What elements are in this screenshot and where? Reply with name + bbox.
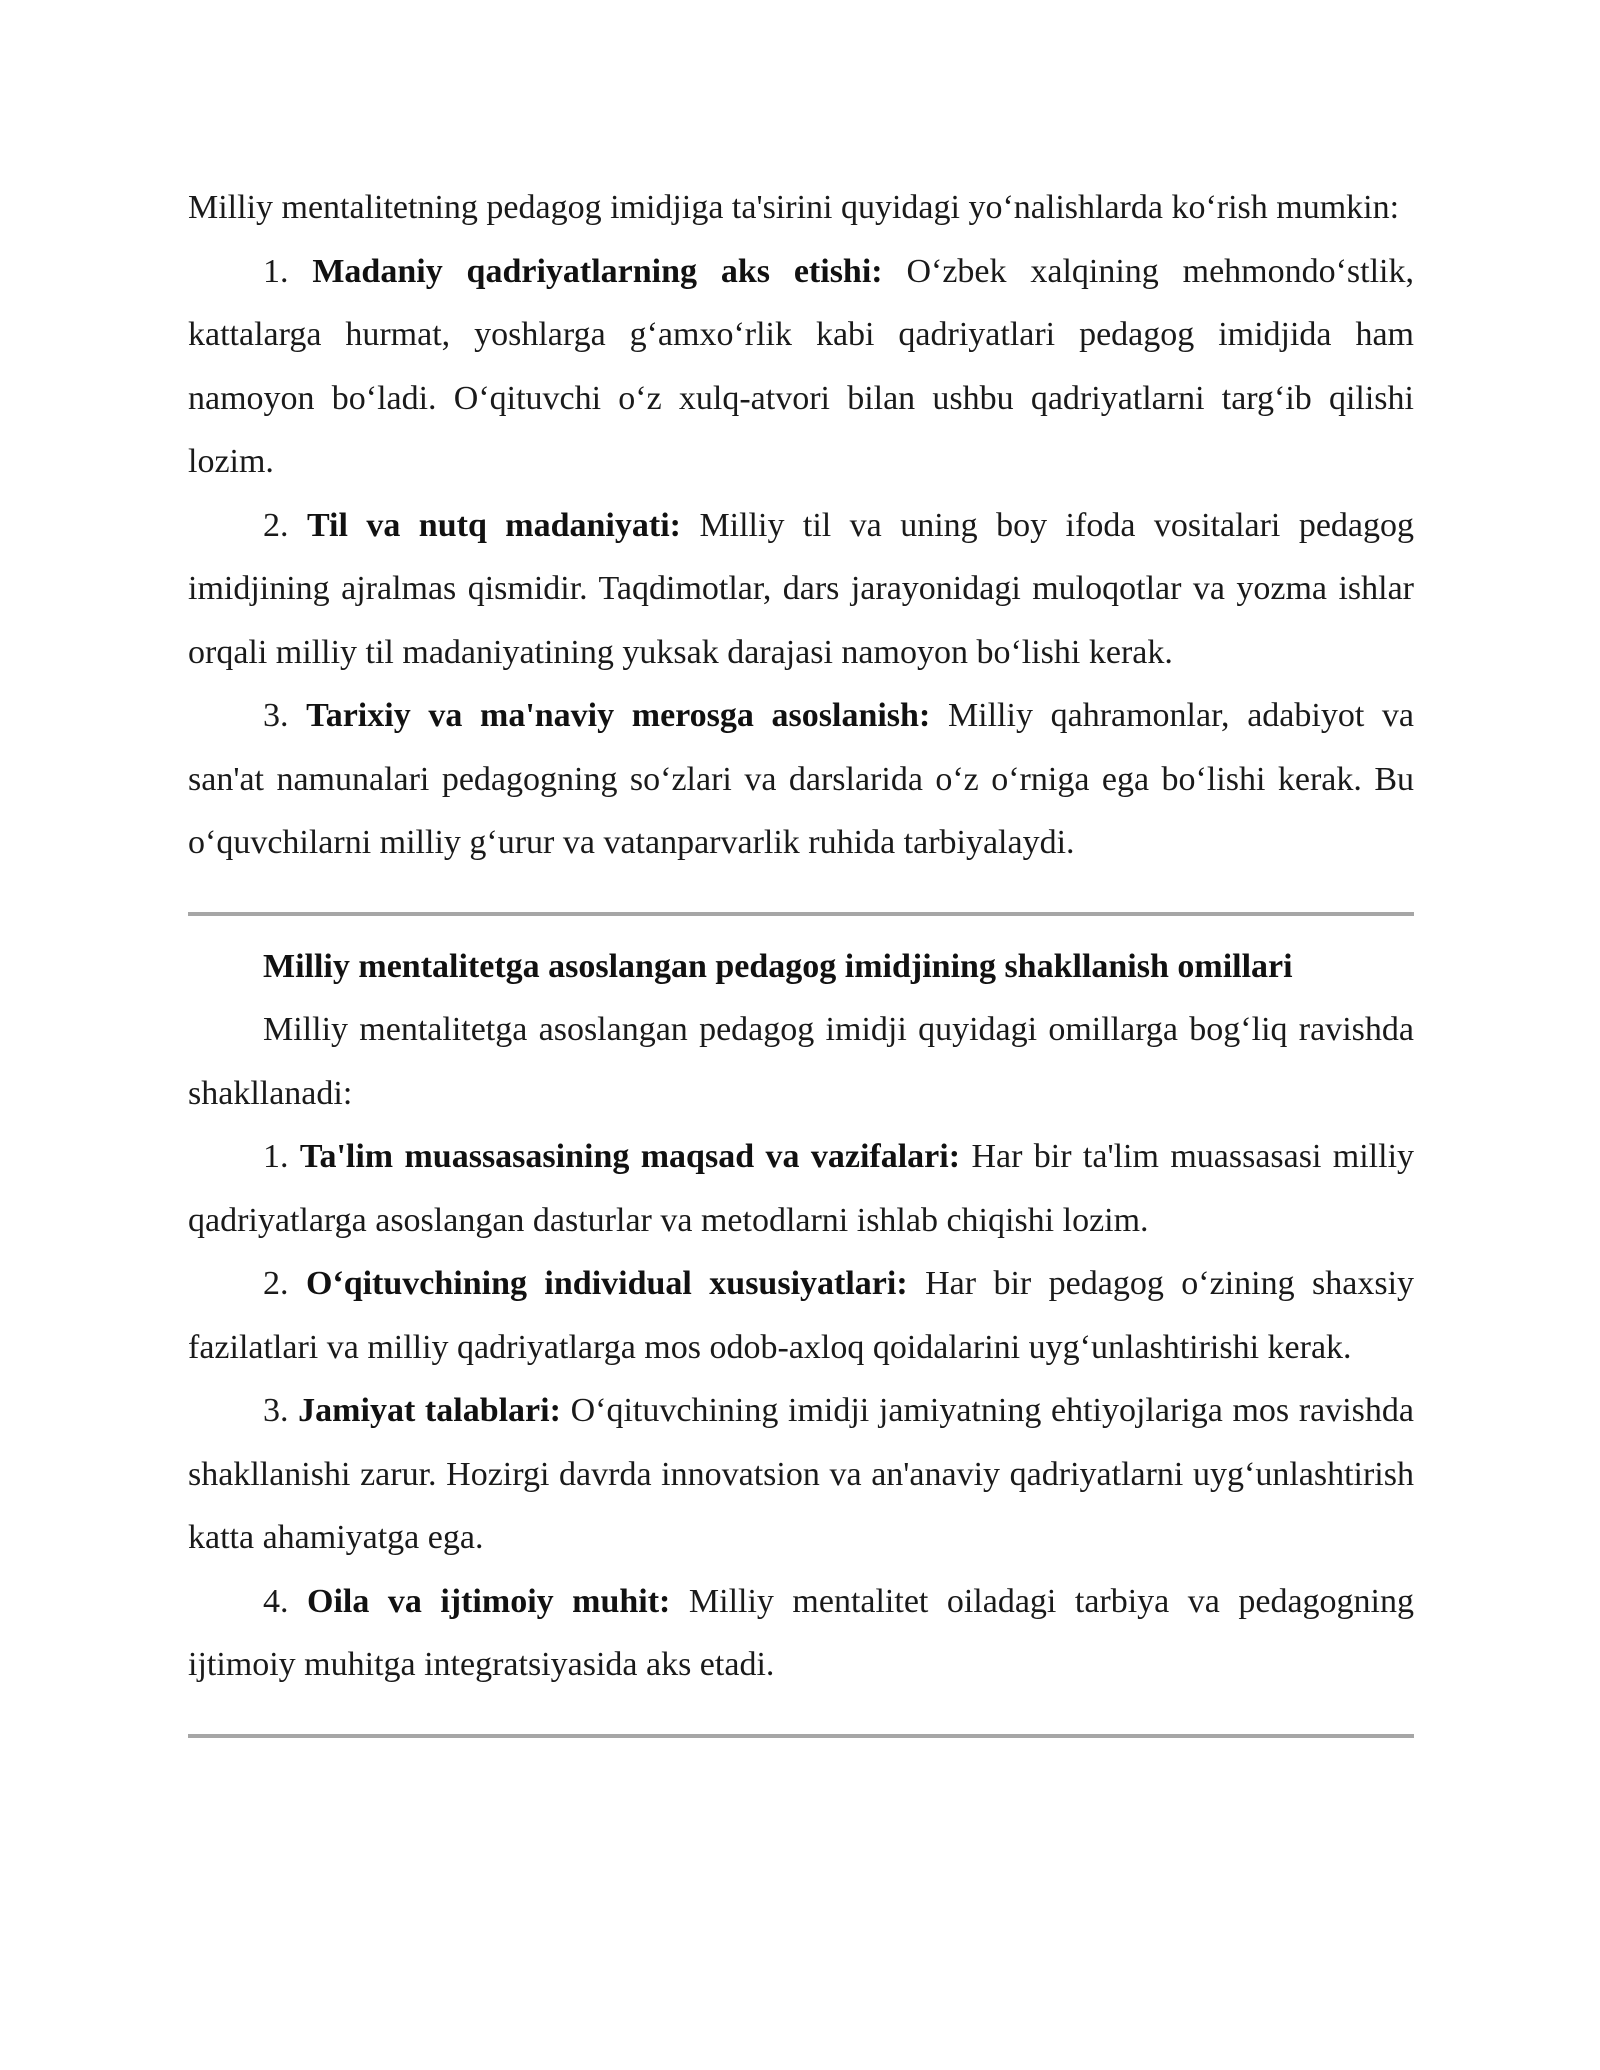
item-term: Jamiyat talablari: (298, 1392, 561, 1429)
section1-intro: Milliy mentalitetning pedagog imidjiga ta'sirini quyidagi yo‘nalishlarda ko‘rish mumkin: (188, 189, 1400, 226)
item-text: O‘zbek xalqining mehmondo‘stlik, kattalarga hurmat, yoshlarga g‘amxo‘rlik kabi qadriyatlari pedagog imidjida ham namoyon bo‘ladi. O‘qituvchi o‘z xulq-atvori bilan ushbu qadriyatlarni targ‘ib qilishi lozim. (188, 252, 1414, 480)
section2-item-2 (188, 1252, 1414, 1379)
document-page (188, 176, 1414, 1738)
item-text: Har bir pedagog o‘zining shaxsiy fazilatlari va milliy qadriyatlarga mos odob-axloq qoidalarini uyg‘unlashtirishi kerak. (188, 1265, 1415, 1366)
section2-item-1 (188, 1125, 1414, 1252)
item-number: 3. (263, 1392, 289, 1429)
item-text: Milliy qahramonlar, adabiyot va san'at namunalari pedagogning so‘zlari va darslarida o‘z o‘rniga ega bo‘lishi kerak. Bu o‘quvchilarni milliy g‘urur va vatanparvarlik ruhida tarbiyalaydi. (188, 697, 1415, 861)
item-text: Milliy mentalitet oiladagi tarbiya va pedagogning ijtimoiy muhitga integratsiyasida aks etadi. (188, 1582, 1414, 1683)
horizontal-divider (188, 1734, 1414, 1738)
item-number: 2. (263, 506, 289, 544)
item-number: 4. (263, 1582, 289, 1620)
section1-item-2 (188, 494, 1414, 685)
section1-item-1 (188, 240, 1414, 494)
item-term: O‘qituvchining individual xususiyatlari: (305, 1265, 908, 1302)
section2-heading: Milliy mentalitetga asoslangan pedagog imidjining shakllanish omillari (263, 947, 1293, 985)
item-text: Har bir ta'lim muassasasi milliy qadriyatlarga asoslangan dasturlar va metodlarni ishlab chiqishi lozim. (188, 1138, 1415, 1239)
item-number: 1. (263, 252, 289, 290)
section2-intro: Milliy mentalitetga asoslangan pedagog imidji quyidagi omillarga bog‘liq ravishda shakllanadi: (188, 1011, 1414, 1112)
item-number: 3. (263, 697, 289, 734)
item-number: 2. (263, 1265, 289, 1302)
section2-item-4 (188, 1570, 1414, 1697)
item-term: Madaniy qadriyatlarning aks etishi: (312, 252, 883, 290)
item-text: Milliy til va uning boy ifoda vositalari pedagog imidjining ajralmas qismidir. Taqdimotlar, dars jarayonidagi muloqotlar va yozma ishlar orqali milliy til madaniyatining yuksak darajasi namoyon bo‘lishi kerak. (188, 506, 1415, 671)
item-term: Oila va ijtimoiy muhit: (307, 1582, 671, 1620)
item-term: Ta'lim muassasasining maqsad va vazifalari: (299, 1138, 961, 1175)
item-number: 1. (263, 1138, 289, 1175)
section1-item-3 (188, 684, 1414, 875)
item-term: Til va nutq madaniyati: (306, 506, 681, 544)
item-text: O‘qituvchining imidji jamiyatning ehtiyojlariga mos ravishda shakllanishi zarur. Hozirgi davrda innovatsion va an'anaviy qadriyatlarni uyg‘unlashtirish katta ahamiyatga ega. (188, 1392, 1415, 1556)
item-term: Tarixiy va ma'naviy merosga asoslanish: (306, 697, 931, 734)
section2-item-3 (188, 1379, 1414, 1570)
horizontal-divider (188, 912, 1414, 916)
